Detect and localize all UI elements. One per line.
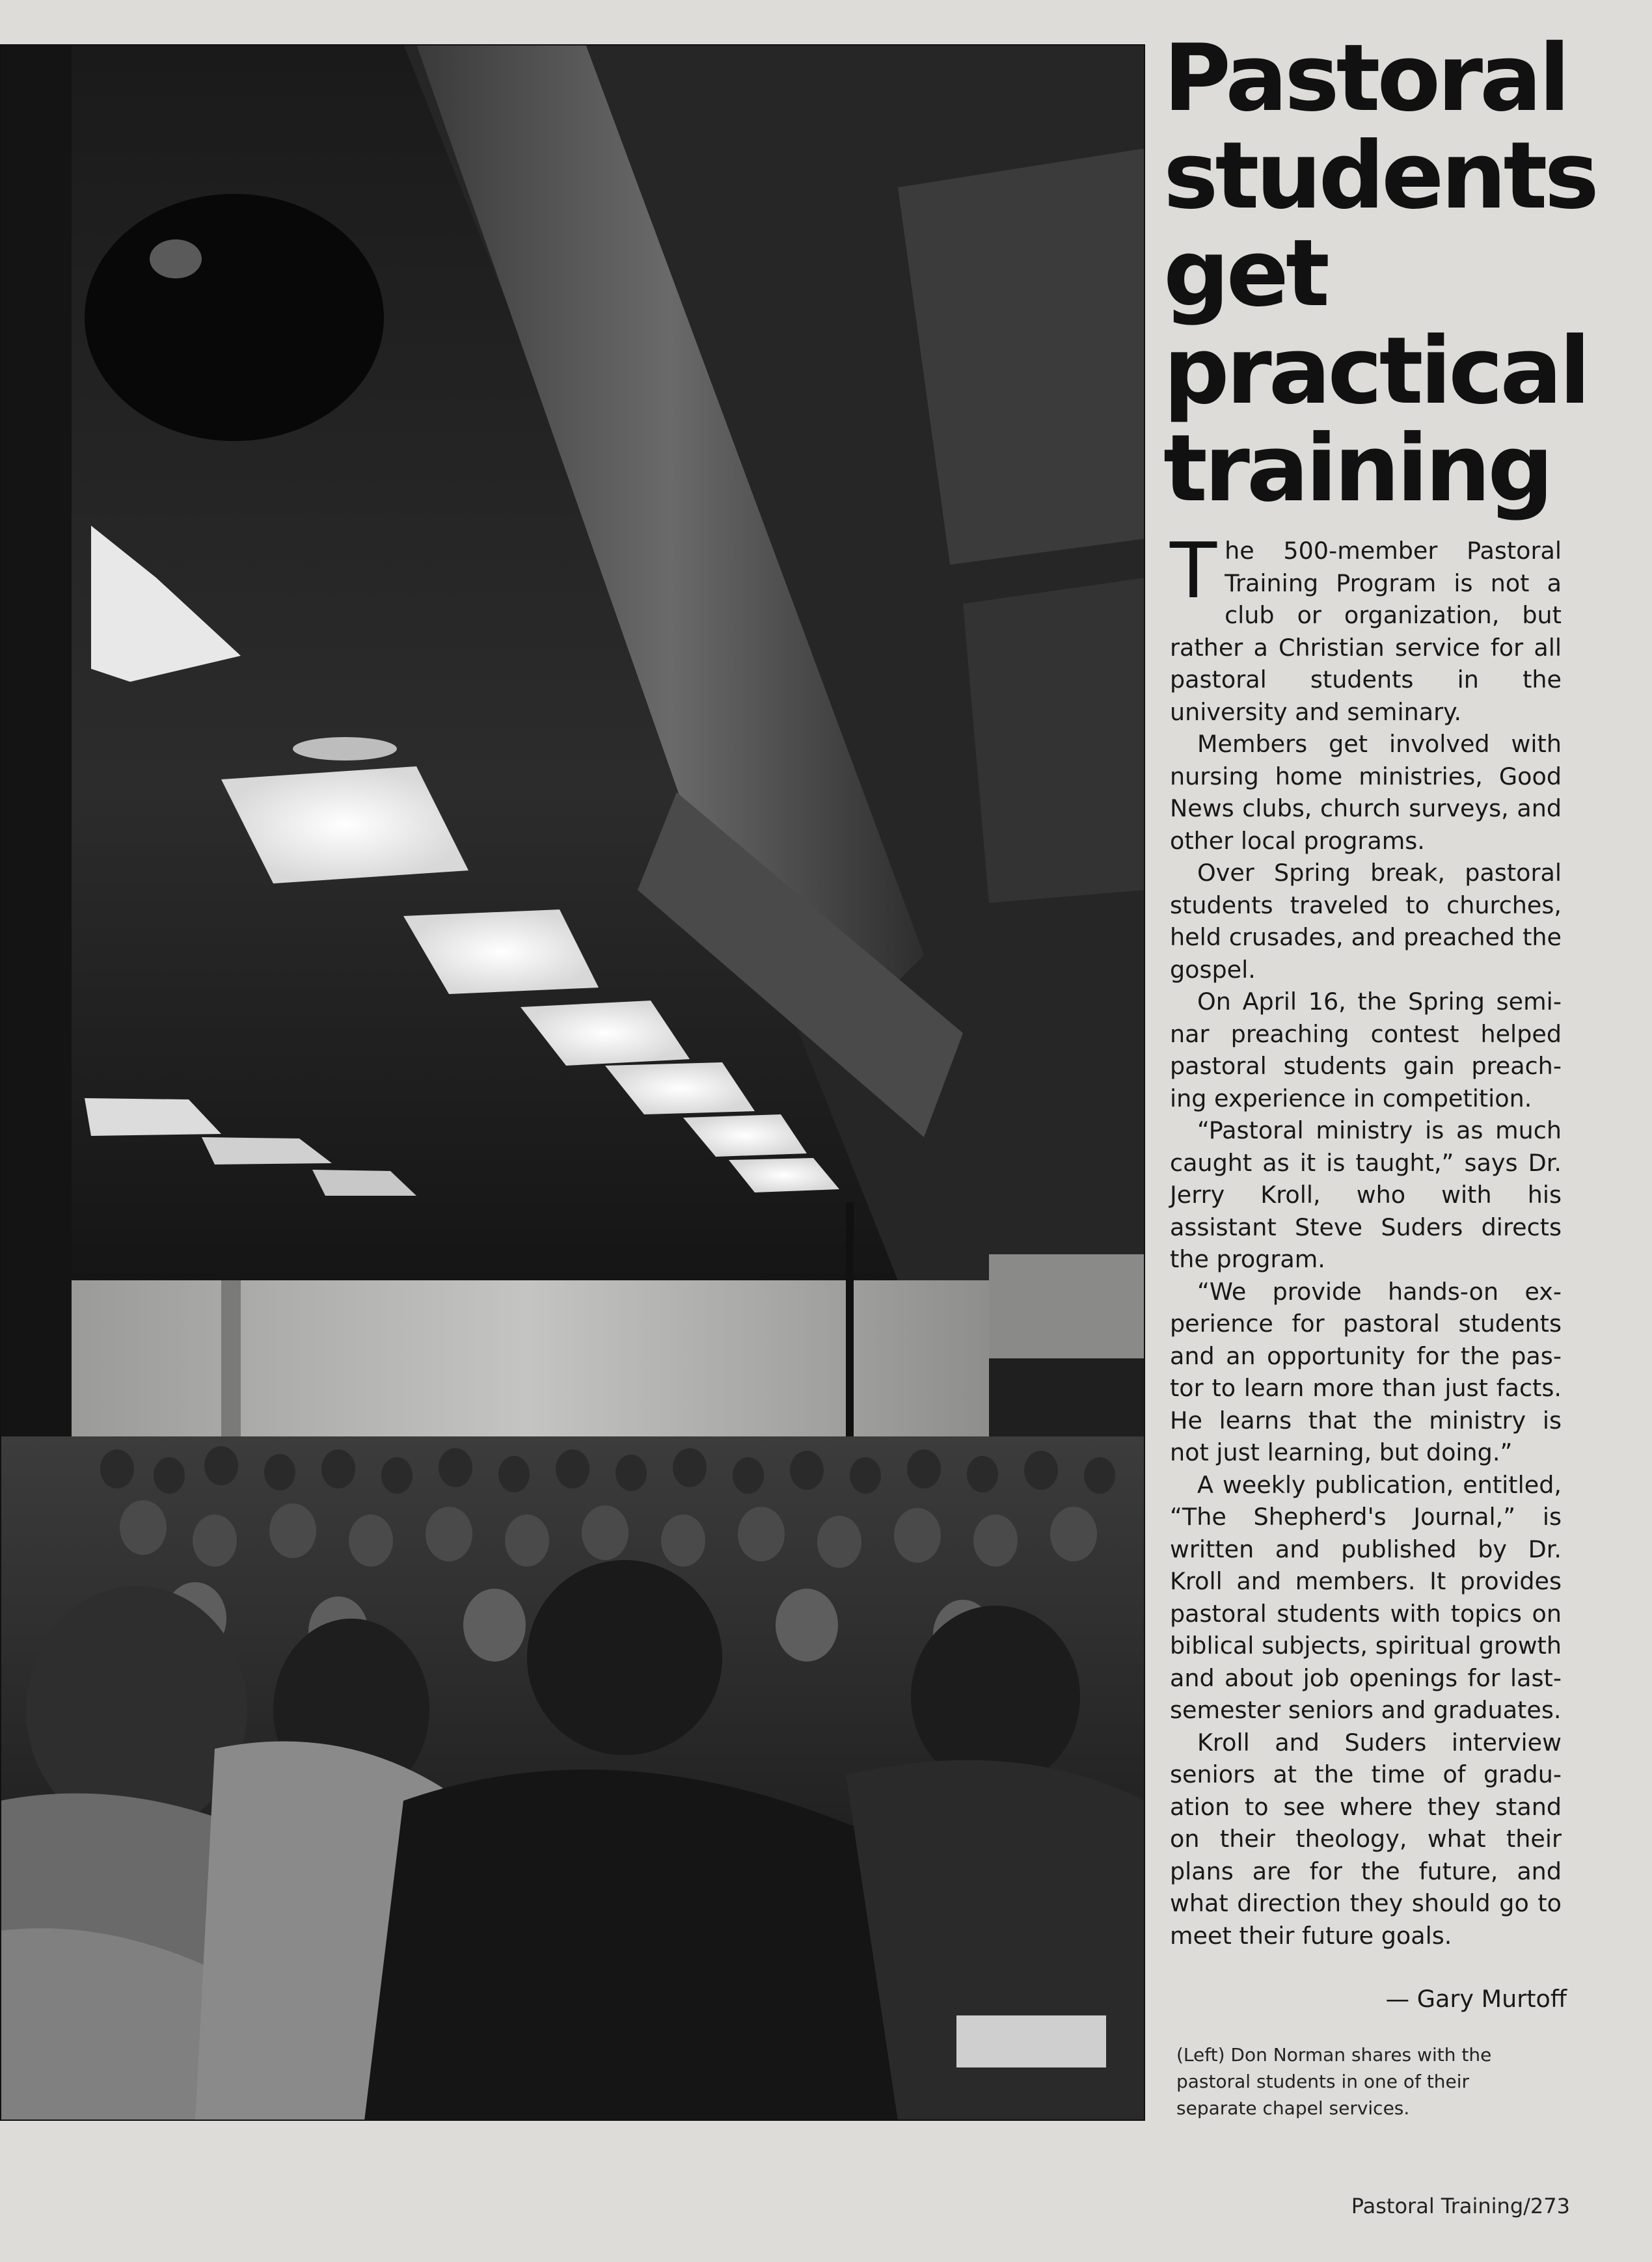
- chapel-photo-illustration: [0, 44, 1145, 2121]
- chapel-photo: [0, 44, 1145, 2121]
- photo-caption: (Left) Don Norman shares with the pastoral students in one of their separate chapel services.: [1176, 2044, 1492, 2119]
- paragraph-text: he 500-member Pastoral Training Program is not a club or organization, but rather a Christian service for all pastoral students in the university and seminary.: [1170, 537, 1562, 726]
- article-headline: [1163, 25, 1632, 522]
- article-paragraph: Over Spring break, pastoral students traveled to churches, held crusades, and preached the gospel.: [1170, 859, 1562, 984]
- headline-line: training: [1163, 415, 1550, 522]
- article-paragraph: On April 16, the Spring seminar preaching contest helped pastoral students gain preaching experience in competition.: [1170, 988, 1562, 1112]
- article-paragraph: Kroll and Suders interview seniors at the time of graduation to see where they stand on their theology, what their plans are for the future, and what direction they should go to meet their future goals.: [1170, 1728, 1562, 1950]
- headline-line: practical: [1163, 317, 1588, 425]
- headline-line: students: [1163, 122, 1596, 230]
- drop-cap: T: [1170, 526, 1217, 615]
- article-paragraph: Members get involved with nursing home ministries, Good News clubs, church surveys, and other local programs.: [1170, 730, 1562, 855]
- article-body: [1170, 526, 1562, 1952]
- headline-line: get: [1163, 220, 1327, 327]
- article-paragraph: “We provide hands-on experience for pastoral students and an opportunity for the pastor to learn more than just facts. He learns that the ministry is not just learning, but doing.”: [1170, 1277, 1562, 1466]
- page-folio: Pastoral Training/273: [1351, 2194, 1570, 2218]
- byline: — Gary Murtoff: [1385, 1985, 1567, 2013]
- article-paragraph: [1170, 526, 1562, 728]
- article-paragraph: “Pastoral ministry is as much caught as it is taught,” says Dr. Jerry Kroll, who with his assistant Steve Suders directs the program.: [1170, 1116, 1562, 1273]
- article-paragraph: A weekly publication, entitled, “The Shepherd's Journal,” is written and published by Dr. Kroll and members. It provides pastoral students with topics on biblical subjects, spiritual growth and about job openings for last-semester seniors and graduates.: [1170, 1470, 1562, 1724]
- headline-line: Pastoral: [1163, 25, 1567, 132]
